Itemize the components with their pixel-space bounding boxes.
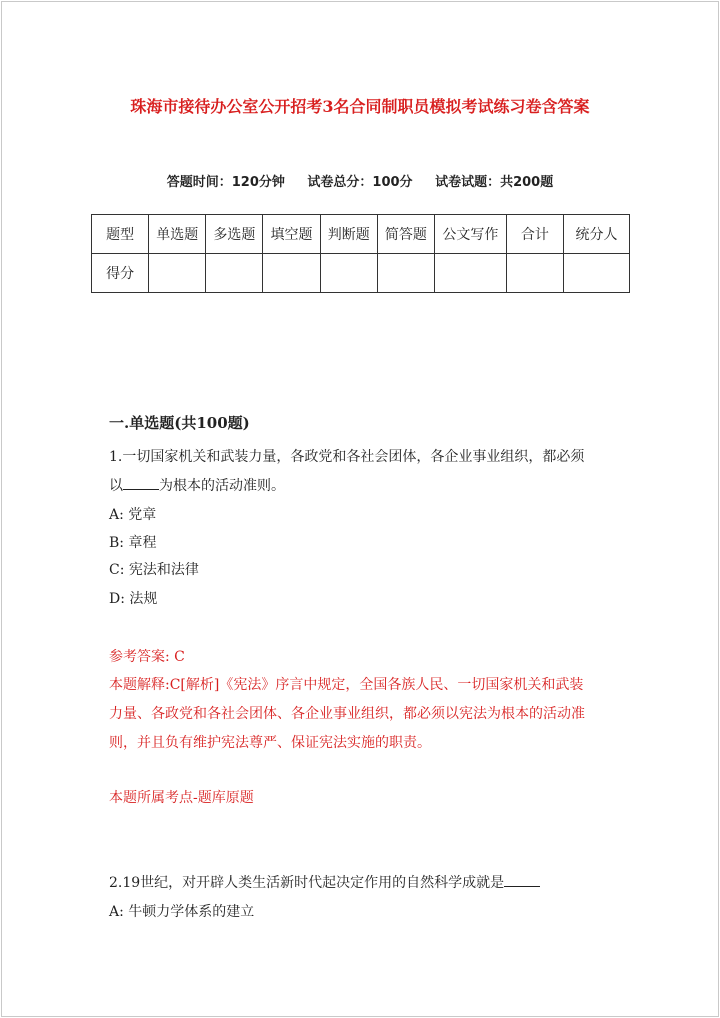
document-title: 珠海市接待办公室公开招考3名合同制职员模拟考试练习卷含答案 <box>130 97 590 116</box>
score-header-cell: 统分人 <box>563 215 629 254</box>
option-a: A: 党章 <box>109 507 157 523</box>
explanation-line: 则，并且负有维护宪法尊严、保证宪法实施的职责。 <box>109 735 431 751</box>
exam-total: 试卷总分：100分 <box>307 175 413 190</box>
question-source: 本题所属考点-题库原题 <box>109 790 254 806</box>
score-cell <box>434 254 506 293</box>
score-row-label: 得分 <box>92 254 149 293</box>
question-stem <box>109 869 540 897</box>
score-table <box>91 214 630 293</box>
stem-text: 以 <box>109 478 123 494</box>
score-cell <box>206 254 263 293</box>
score-table-score-row <box>92 254 630 293</box>
explanation-line: 力量、各政党和各社会团体、各企业事业组织，都必须以宪法为根本的活动准 <box>109 706 585 722</box>
score-header-cell: 题型 <box>92 215 149 254</box>
option-c: C: 宪法和法律 <box>109 562 199 578</box>
exam-meta <box>0 171 720 190</box>
score-cell <box>377 254 434 293</box>
score-header-cell: 多选题 <box>206 215 263 254</box>
answer-blank <box>504 872 540 887</box>
stem-text: 为根本的活动准则。 <box>159 478 285 494</box>
score-header-cell: 填空题 <box>263 215 320 254</box>
option-b: B: 章程 <box>109 535 157 551</box>
score-cell <box>149 254 206 293</box>
score-header-cell: 合计 <box>506 215 563 254</box>
score-header-cell: 公文写作 <box>434 215 506 254</box>
score-header-cell: 判断题 <box>320 215 377 254</box>
exam-count: 试卷试题：共200题 <box>435 175 554 190</box>
score-cell <box>506 254 563 293</box>
score-cell <box>263 254 320 293</box>
option-a: A: 牛顿力学体系的建立 <box>109 904 255 920</box>
score-cell <box>320 254 377 293</box>
question-stem-continued <box>109 472 285 500</box>
answer-blank <box>123 475 159 490</box>
exam-time: 答题时间：120分钟 <box>166 175 285 190</box>
question-stem: 1.一切国家机关和武装力量，各政党和各社会团体，各企业事业组织，都必须 <box>109 449 585 465</box>
score-header-cell: 简答题 <box>377 215 434 254</box>
option-d: D: 法规 <box>109 591 158 607</box>
explanation-line: 本题解释:C[解析]《宪法》序言中规定，全国各族人民、一切国家机关和武装 <box>109 677 584 693</box>
answer-text: 参考答案: C <box>109 649 185 665</box>
score-table-header-row <box>92 215 630 254</box>
section-heading: 一.单选题(共100题) <box>109 414 250 432</box>
stem-text: 2.19世纪，对开辟人类生活新时代起决定作用的自然科学成就是 <box>109 875 505 891</box>
score-header-cell: 单选题 <box>149 215 206 254</box>
score-cell <box>563 254 629 293</box>
